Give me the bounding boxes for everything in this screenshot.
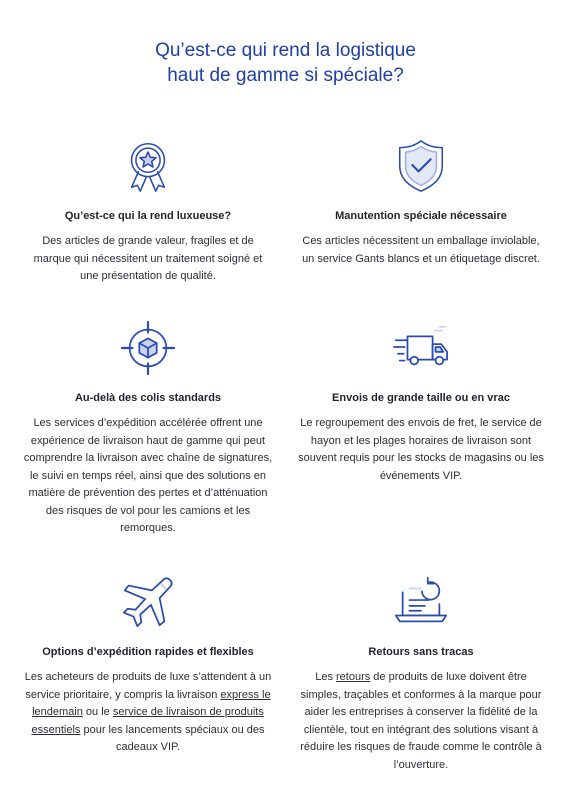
laptop-return-icon: [296, 572, 546, 632]
critical-delivery-link[interactable]: service de livraison de produits essentiels: [31, 706, 264, 736]
award-ribbon-icon: [23, 136, 273, 196]
express-next-day-link[interactable]: express le lendemain: [32, 688, 271, 718]
fast-truck-icon: [296, 318, 546, 378]
feature-text: [23, 669, 273, 757]
text-segment: de produits de luxe doivent être simples, traçables et conformes à la marque pour aider les entreprises à conserver la fidélité de la clientèle, tout en intégrant des solutions visant à réduire les risques de fraude comme le contrôle à l’ouverture.: [300, 671, 542, 771]
feature-card-fast-options: [23, 572, 273, 757]
feature-text: Des articles de grande valeur, fragiles et de marque qui nécessitent un traitement soigné et une présentation de qualité.: [33, 235, 263, 282]
feature-text: Le regroupement des envois de fret, le service de hayon et les plages horaires de livraison sont souvent requis pour les stocks de magasins ou les événements VIP.: [298, 417, 544, 482]
feature-card-special-handling: [296, 136, 546, 268]
text-segment: ou le: [82, 706, 113, 718]
feature-heading: Options d’expédition rapides et flexibles: [42, 646, 254, 658]
feature-text: [296, 669, 546, 774]
feature-card-bulk-shipments: [296, 318, 546, 485]
text-segment: pour les lancements spéciaux ou des cadeaux VIP.: [80, 723, 265, 753]
feature-heading: Envois de grande taille ou en vrac: [332, 392, 510, 404]
text-segment: Les acheteurs de produits de luxe s’attendent à un service prioritaire, y compris la livraison: [24, 671, 272, 701]
page-title-line-1: Qu’est-ce qui rend la logistique: [155, 40, 416, 61]
feature-text: Les services d’expédition accélérée offrent une expérience de livraison haut de gamme qui peut comprendre la livraison avec chaîne de signatures, le suivi en temps réel, ainsi que des solutions en matière de prévention des pertes et d’atténuation des risques de vol pour les camions et les remorques.: [23, 417, 273, 534]
feature-heading: Retours sans tracas: [368, 646, 474, 658]
target-box-icon: [23, 318, 273, 378]
feature-card-easy-returns: [296, 572, 546, 774]
feature-heading: Qu’est-ce qui la rend luxueuse?: [64, 210, 232, 222]
shield-check-icon: [296, 136, 546, 196]
feature-card-luxury: [23, 136, 273, 286]
text-segment: Les: [315, 671, 336, 683]
feature-heading: Au-delà des colis standards: [74, 392, 222, 404]
returns-link[interactable]: retours: [336, 671, 371, 683]
page-title: [0, 38, 571, 88]
feature-heading: Manutention spéciale nécessaire: [335, 210, 507, 222]
page-title-line-2: haut de gamme si spéciale?: [167, 65, 404, 86]
airplane-icon: [23, 572, 273, 632]
feature-text: Ces articles nécessitent un emballage inviolable, un service Gants blancs et un étiquetage discret.: [302, 235, 540, 265]
feature-card-beyond-standard: [23, 318, 273, 538]
